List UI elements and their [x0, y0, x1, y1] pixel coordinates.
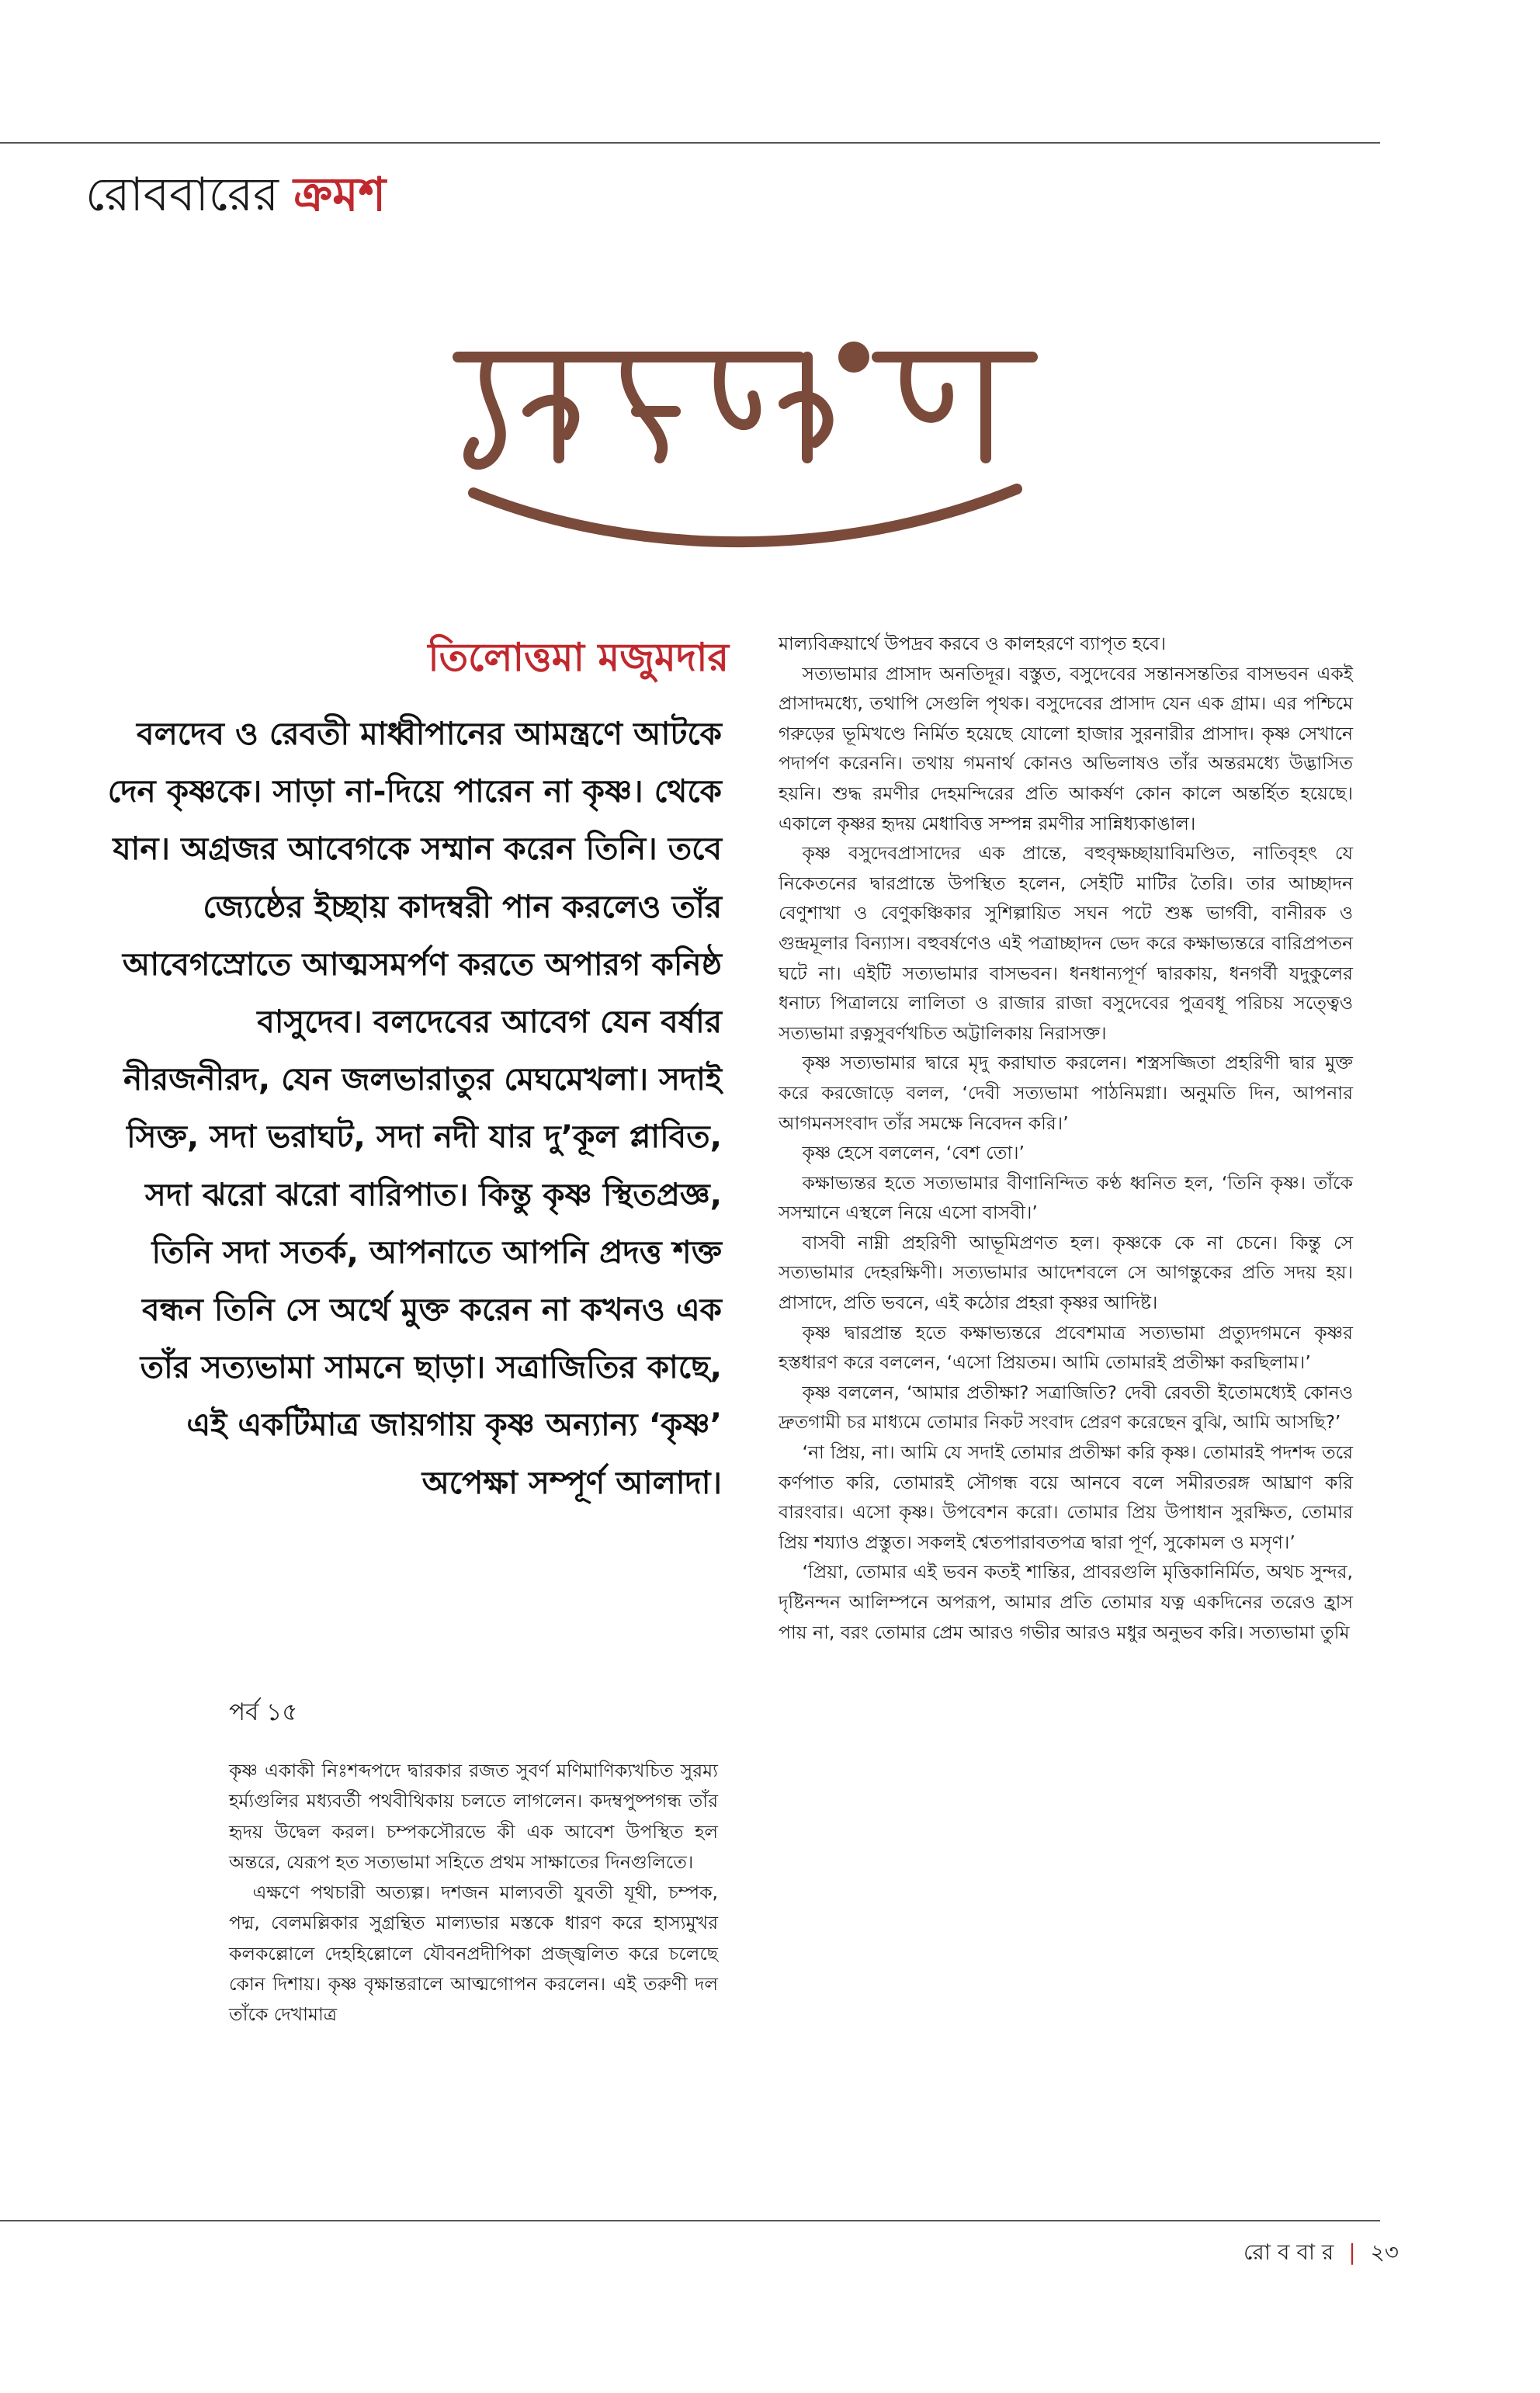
bottom-rule [0, 2220, 1380, 2221]
paragraph: কৃষ্ণ সত্যভামার দ্বারে মৃদু করাঘাত করলেন। শস্ত্রসজ্জিতা প্রহরিণী দ্বার মুক্ত করে করজোড়ে বলল, ‘দেবী সত্যভামা পাঠনিমগ্না। অনুমতি দিন, আপনার আগমনসংবাদ তাঁর সমক্ষে নিবেদন করি।’ [779, 1052, 1353, 1134]
paragraph: কৃষ্ণ বললেন, ‘আমার প্রতীক্ষা? সত্রাজিতি? দেবী রেবতী ইতোমধ্যেই কোনও দ্রুতগামী চর মাধ্যমে তোমার নিকট সংবাদ প্রেরণ করেছেন বুঝি, আমি আসছি?’ [779, 1381, 1353, 1434]
body-column-right [779, 629, 1353, 1647]
paragraph: ‘না প্রিয়, না। আমি যে সদাই তোমার প্রতীক্ষা করি কৃষ্ণ। তোমারই পদশব্দ তরে কর্ণপাত করি, তোমারই সৌগন্ধ বয়ে আনবে বলে সমীরতরঙ্গ আঘ্রাণ করি বারংবার। এসো কৃষ্ণ। উপবেশন করো। তোমার প্রিয় উপাধান সুরক্ষিত, তোমার প্রিয় শয্যাও প্রস্তুত। সকলই শ্বেতপারাবতপত্র দ্বারা পূর্ণ, সুকোমল ও মসৃণ।’ [779, 1441, 1353, 1553]
paragraph: কৃষ্ণ দ্বারপ্রান্ত হতে কক্ষাভ্যন্তরে প্রবেশমাত্র সত্যভামা প্রত্যুদগমনে কৃষ্ণর হস্তধারণ করে বললেন, ‘এসো প্রিয়তম। আমি তোমারই প্রতীক্ষা করছিলাম।’ [779, 1321, 1353, 1374]
section-header-suffix: ক্রমশ [293, 168, 387, 222]
paragraph: কৃষ্ণ হেসে বললেন, ‘বেশ তো।’ [802, 1142, 1025, 1164]
series-logo [442, 326, 1048, 559]
paragraph: মাল্যবিক্রয়ার্থে উপদ্রব করবে ও কালহরণে ব্যাপৃত হবে। [779, 633, 1167, 654]
episode-label: পর্ব ১৫ [229, 1698, 298, 1726]
author-name: তিলোত্তমা মজুমদার [428, 635, 729, 680]
page-folio [1243, 2235, 1399, 2272]
section-header-prefix: রোববারের [85, 168, 279, 222]
paragraph: সত্যভামার প্রাসাদ অনতিদূর। বস্তুত, বসুদেবের সন্তানসন্ততির বাসভবন একই প্রাসাদমধ্যে, তথাপি সেগুলি পৃথক। বসুদেবের প্রাসাদ যেন এক গ্রাম। এর পশ্চিমে গরুড়ের ভূমিখণ্ডে নির্মিত হয়েছে যোলো হাজার সুরনারীর প্রাসাদ। কৃষ্ণ সেখানে পদার্পণ করেননি। তথায় গমনার্থ কোনও অভিলাষও তাঁর অন্তরমধ্যে উদ্ভাসিত হয়নি। শুদ্ধ রমণীর দেহমন্দিরের প্রতি আকর্ষণ কোন কালে অন্তর্হিত হয়েছে। একালে কৃষ্ণর হৃদয় মেধাবিত্ত সম্পন্ন রমণীর সান্নিধ্যকাঙাল। [779, 662, 1353, 834]
paragraph: এক্ষণে পথচারী অত্যল্প। দশজন মাল্যবতী যুবতী যূথী, চম্পক, পদ্ম, বেলমল্লিকার সুগ্রন্থিত মাল্যভার মস্তকে ধারণ করে হাস্যমুখর কলকল্লোলে দেহহিল্লোলে যৌবনপ্রদীপিকা প্রজ্জ্বলিত করে চলেছে কোন দিশায়। কৃষ্ণ বৃক্ষান্তরালে আত্মগোপন করলেন। এই তরুণী দল তাঁকে দেখামাত্র [229, 1881, 718, 2026]
logo-swoosh [473, 489, 1017, 542]
intro-blurb: বলদেব ও রেবতী মাধ্বীপানের আমন্ত্রণে আটকে দেন কৃষ্ণকে। সাড়া না-দিয়ে পারেন না কৃষ্ণ। থেকে যান। অগ্রজর আবেগকে সম্মান করেন তিনি। তবে জ্যেষ্ঠের ইচ্ছায় কাদম্বরী পান করলেও তাঁর আবেগস্রোতে আত্মসমর্পণ করতে অপারগ কনিষ্ঠ বাসুদেব। বলদেবের আবেগ যেন বর্ষার নীরজনীরদ, যেন জলভারাতুর মেঘমেখলা। সদাই সিক্ত, সদা ভরাঘট, সদা নদী যার দু’কূল প্লাবিত, সদা ঝরো ঝরো বারিপাত। কিন্তু কৃষ্ণ স্থিতপ্রজ্ঞ, তিনি সদা সতর্ক, আপনাতে আপনি প্রদত্ত শক্ত বন্ধন তিনি সে অর্থে মুক্ত করেন না কখনও এক তাঁর সত্যভামা সামনে ছাড়া। সত্রাজিতির কাছে, এই একটিমাত্র জায়গায় কৃষ্ণ অন্যান্য ‘কৃষ্ণ’ অপেক্ষা সম্পূর্ণ আলাদা। [107, 715, 722, 1501]
paragraph: কৃষ্ণ একাকী নিঃশব্দপদে দ্বারকার রজত সুবর্ণ মণিমাণিক্যখচিত সুরম্য হর্ম্যগুলির মধ্যবর্তী পথবীথিকায় চলতে লাগলেন। কদম্বপুষ্পগন্ধ তাঁর হৃদয় উদ্বেল করল। চম্পকসৌরভে কী এক আবেশ উপস্থিত হল অন্তরে, যেরূপ হত সত্যভামা সহিতে প্রথম সাক্ষাতের দিনগুলিতে। [229, 1760, 718, 1873]
paragraph: ‘প্রিয়া, তোমার এই ভবন কতই শান্তির, প্রাবরগুলি মৃত্তিকানির্মিত, অথচ সুন্দর, দৃষ্টিনন্দন আলিম্পনে অপরূপ, আমার প্রতি তোমার যত্ন একদিনের তরেও হ্রাস পায় না, বরং তোমার প্রেম আরও গভীর আরও মধুর অনুভব করি। সত্যভামা তুমি [779, 1561, 1353, 1643]
logo-dot [838, 342, 869, 373]
body-column-left [229, 1756, 718, 2031]
top-rule [0, 142, 1380, 144]
folio-magazine: রো ব বা র [1243, 2239, 1334, 2265]
paragraph: কক্ষাভ্যন্তর হতে সত্যভামার বীণানিন্দিত কণ্ঠ ধ্বনিত হল, ‘তিনি কৃষ্ণ। তাঁকে সসম্মানে এস্থলে নিয়ে এসো বাসবী।’ [779, 1171, 1353, 1224]
page-number: ২৩ [1370, 2239, 1399, 2265]
section-header [85, 159, 386, 237]
paragraph: বাসবী নাম্নী প্রহরিণী আভূমিপ্রণত হল। কৃষ্ণকে কে না চেনে। কিন্তু সে সত্যভামার দেহরক্ষিণী। সত্যভামার আদেশবলে সে আগন্তুকের প্রতি সদয় হয়। প্রাসাদে, প্রতি ভবনে, এই কঠোর প্রহরা কৃষ্ণর আদিষ্ট। [779, 1231, 1353, 1314]
paragraph: কৃষ্ণ বসুদেবপ্রাসাদের এক প্রান্তে, বহুবৃক্ষচ্ছায়াবিমণ্ডিত, নাতিবৃহৎ যে নিকেতনের দ্বারপ্রান্তে উপস্থিত হলেন, সেইটি মাটির তৈরি। তার আচ্ছাদন বেণুশাখা ও বেণুকঞ্চিকার সুশিল্পায়িত সঘন পটে শুষ্ক ভার্গবী, বানীরক ও গুন্দ্রমূলার বিন্যাস। বহুবর্ষণেও এই পত্রাচ্ছাদন ভেদ করে কক্ষাভ্যন্তরে বারিপ্রপতন ঘটে না। এইটি সত্যভামার বাসভবন। ধনধান্যপূর্ণ দ্বারকায়, ধনগর্বী যদুকুলের ধনাঢ্য পিত্রালয়ে লালিতা ও রাজার রাজা বসুদেবের পুত্রবধূ পরিচয় সত্ত্বেও সত্যভামা রত্নসুবর্ণখচিত অট্টালিকায় নিরাসক্ত। [779, 842, 1353, 1044]
folio-separator: | [1348, 2239, 1356, 2265]
